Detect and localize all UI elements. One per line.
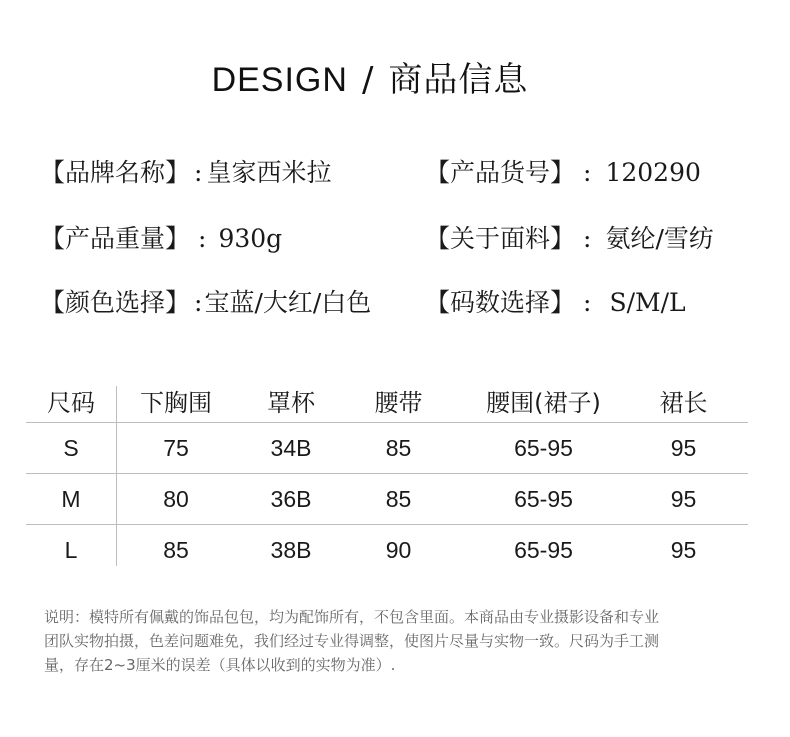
size-value: S/M/L: [609, 288, 686, 317]
table-cell: 85: [385, 434, 412, 461]
fabric-colon: :: [583, 224, 592, 253]
header-waist-skirt: 腰围(裙子): [486, 388, 601, 417]
info-brand: [40, 153, 331, 189]
table-row: [26, 525, 748, 575]
color-colon: :: [194, 288, 203, 317]
table-cell: 85: [163, 536, 189, 563]
weight-label: 【产品重量】: [40, 224, 191, 253]
item-no-value: 120290: [605, 158, 701, 187]
header-skirt-length: 裙长: [659, 388, 708, 417]
header-size: 尺码: [47, 388, 95, 417]
info-item-no: [425, 153, 701, 189]
disclaimer-note: [44, 605, 756, 677]
table-cell: M: [61, 485, 81, 512]
table-cell: 90: [385, 536, 412, 563]
size-table: [26, 378, 748, 575]
table-cell: 38B: [270, 536, 312, 563]
color-label: 【颜色选择】: [40, 288, 191, 317]
info-size: [425, 283, 686, 319]
table-cell: 95: [670, 536, 697, 563]
table-cell: 65-95: [514, 536, 573, 563]
fabric-value: 氨纶/雪纺: [605, 224, 714, 253]
fabric-label: 【关于面料】: [425, 224, 576, 253]
brand-label: 【品牌名称】: [40, 158, 191, 187]
table-cell: 65-95: [514, 485, 573, 512]
table-cell: 85: [385, 485, 412, 512]
size-label: 【码数选择】: [425, 288, 576, 317]
brand-value: 皇家西米拉: [206, 158, 332, 187]
table-row: [26, 423, 748, 474]
table-header-row: [26, 378, 748, 423]
color-value: 宝蓝/大红/白色: [204, 288, 372, 317]
table-cell: S: [63, 434, 79, 461]
note-line: 团队实物拍摄，色差问题难免，我们经过专业得调整，使图片尽量与实物一致。尺码为手工测: [44, 632, 660, 650]
header-belt: 腰带: [374, 388, 423, 417]
page-title: [0, 52, 740, 101]
size-colon: :: [583, 288, 592, 317]
weight-colon: :: [198, 224, 207, 253]
title-english: DESIGN: [211, 61, 348, 99]
table-cell: 36B: [270, 485, 312, 512]
table-cell: 95: [670, 434, 697, 461]
weight-value: 930g: [218, 224, 283, 253]
note-line: 说明：模特所有佩戴的饰品包包，均为配饰所有，不包含里面。本商品由专业摄影设备和专业: [44, 608, 660, 626]
item-no-colon: :: [583, 158, 592, 187]
title-separator: /: [361, 60, 375, 100]
table-row: [26, 474, 748, 525]
header-underbust: 下胸围: [140, 388, 212, 417]
table-cell: 75: [163, 434, 189, 461]
header-cup: 罩杯: [267, 388, 315, 417]
table-cell: 34B: [270, 434, 312, 461]
info-fabric: [425, 219, 714, 255]
table-cell: 65-95: [514, 434, 573, 461]
table-cell: L: [64, 536, 78, 563]
brand-colon: :: [194, 158, 203, 187]
table-cell: 95: [670, 485, 697, 512]
item-no-label: 【产品货号】: [425, 158, 576, 187]
title-chinese: 商品信息: [388, 60, 529, 100]
table-cell: 80: [163, 485, 189, 512]
info-weight: [40, 219, 282, 255]
note-line: 量，存在2~3厘米的误差（具体以收到的实物为准）.: [44, 656, 396, 674]
info-color: [40, 283, 371, 319]
